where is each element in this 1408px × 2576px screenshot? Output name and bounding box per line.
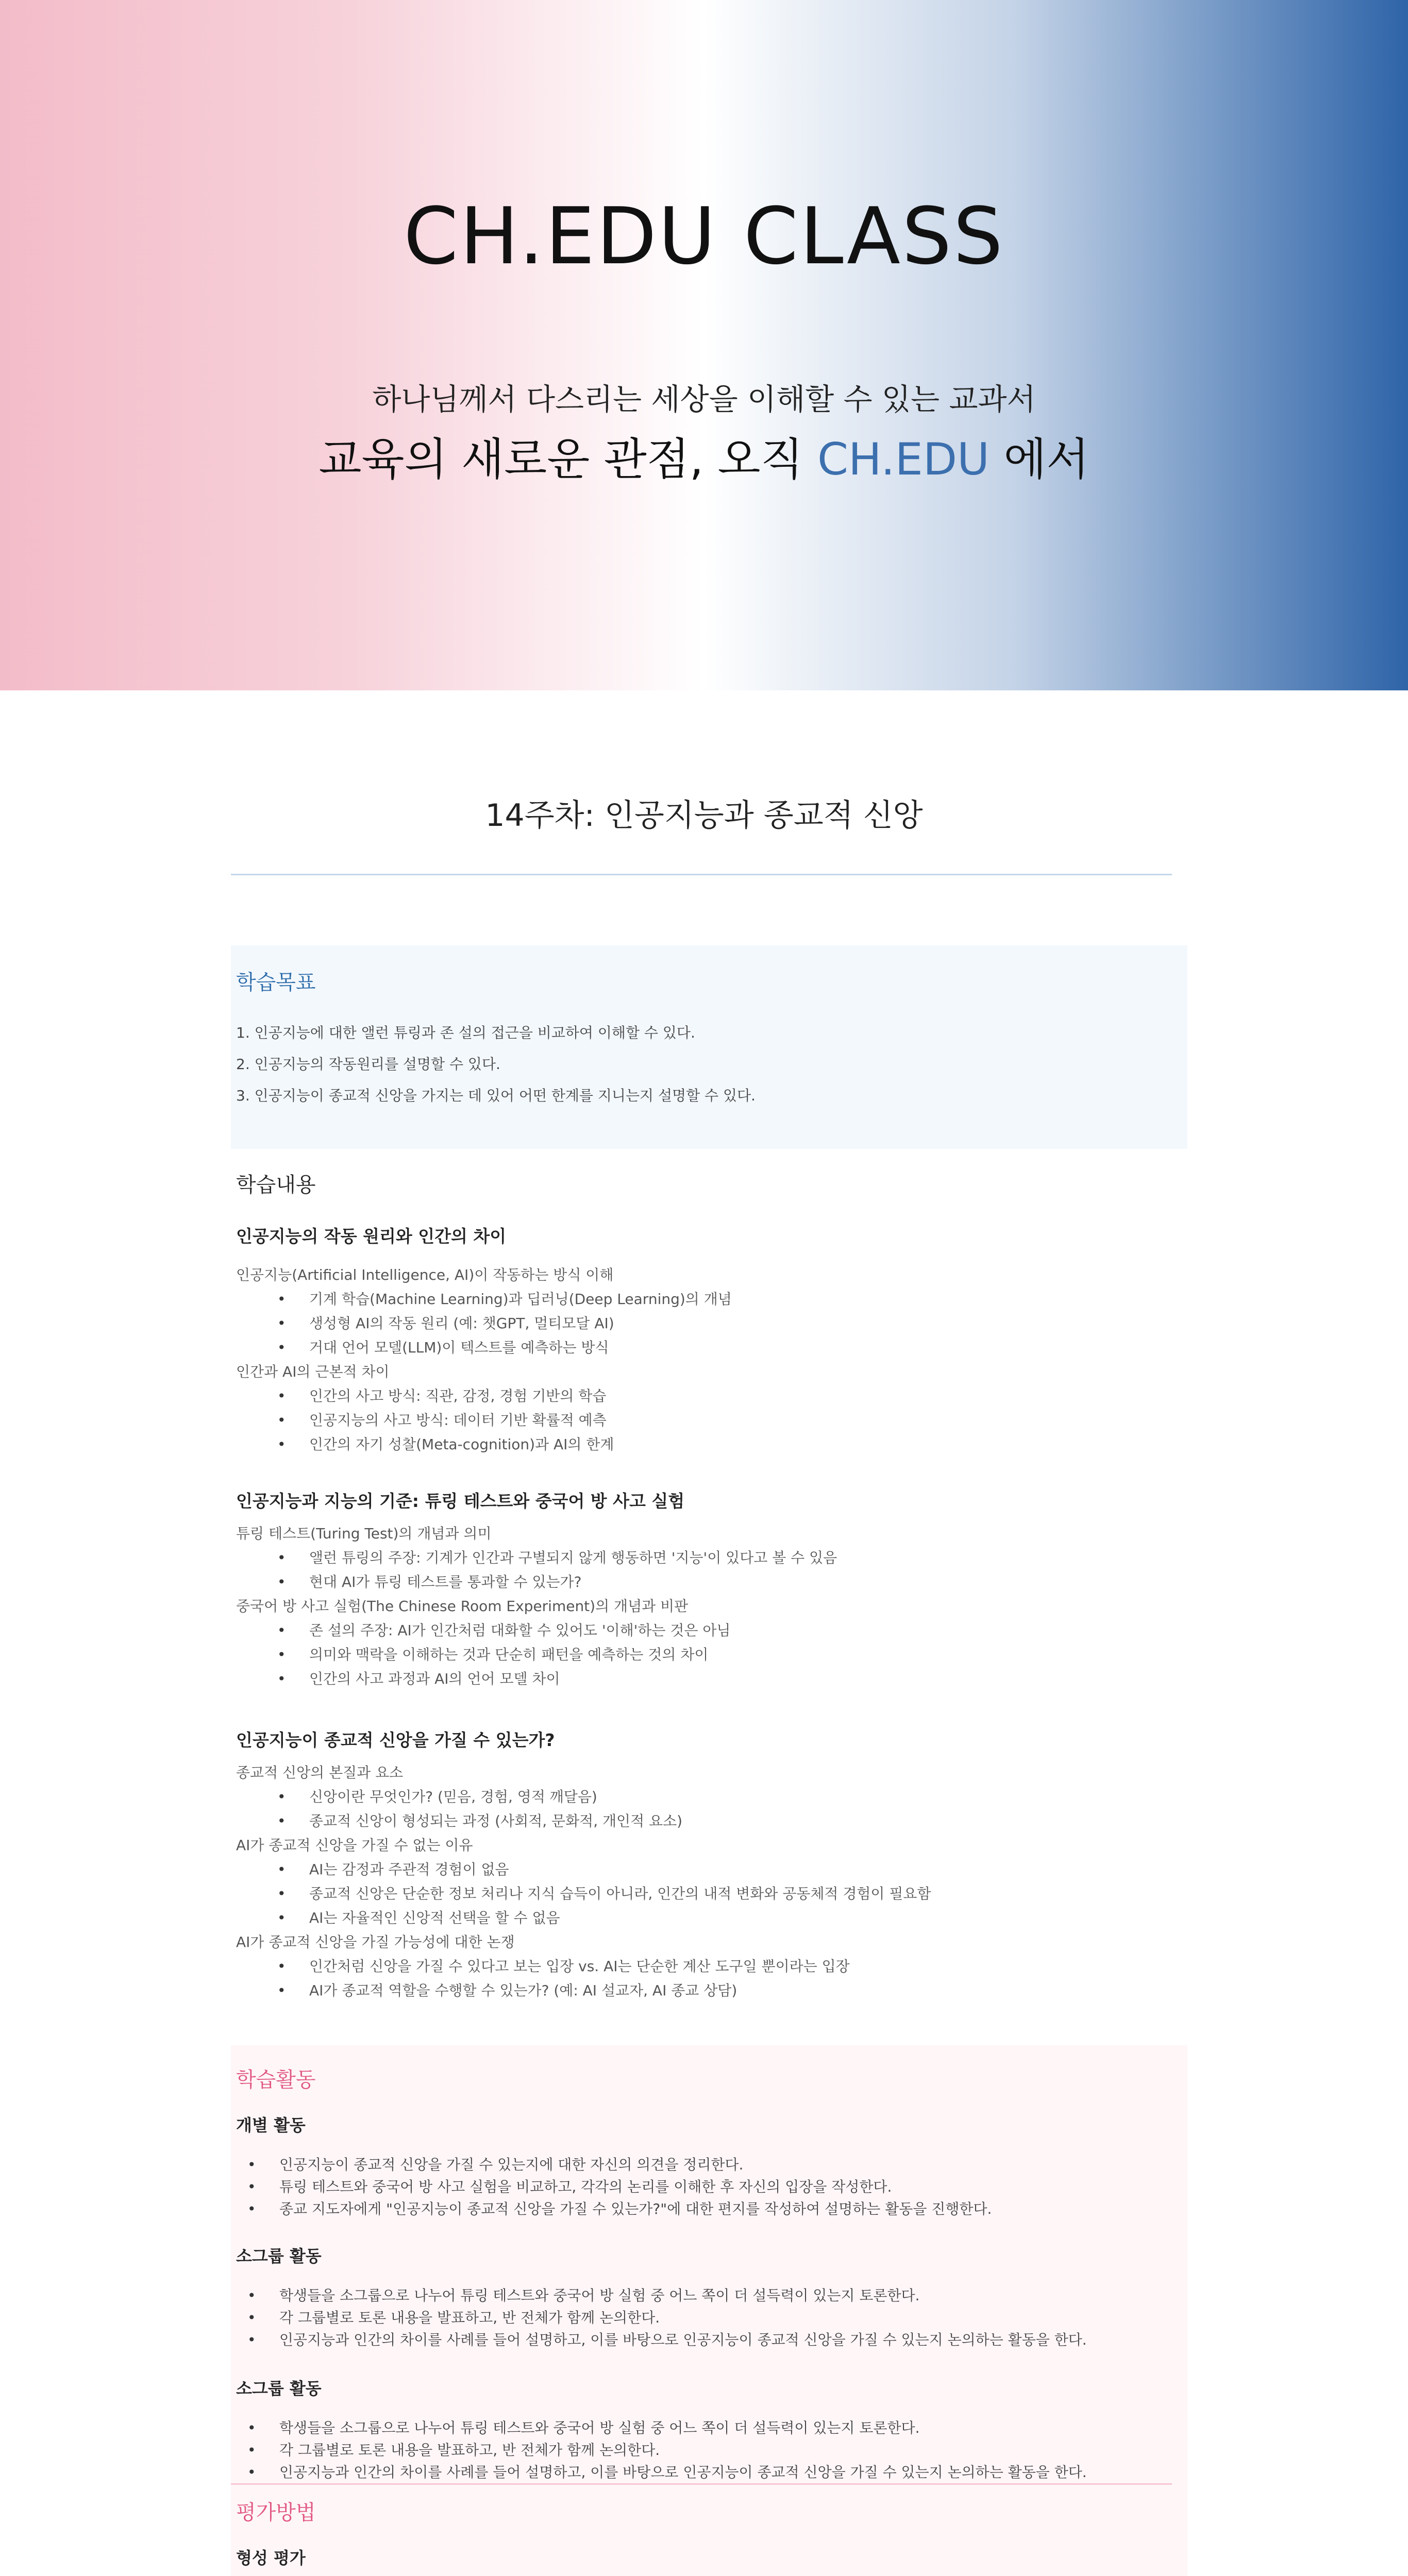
group-label: 인간과 AI의 근본적 차이 xyxy=(236,1363,390,1380)
activities-section xyxy=(236,2063,1087,2483)
activities-divider xyxy=(231,2483,1172,2485)
contents-heading: 학습내용 xyxy=(236,1173,316,1197)
list-item: • 앨런 튜링의 주장: 기계가 인간과 구별되지 않게 행동하면 '지능'이 있다고 볼 수 있음 xyxy=(236,1546,837,1570)
list-item: • 학생들을 소그룹으로 나누어 튜링 테스트와 중국어 방 실험 중 어느 쪽이 더 설득력이 있는지 토론한다. xyxy=(236,2284,1087,2307)
list-item: • 기계 학습(Machine Learning)과 딥러닝(Deep Learning)의 개념 xyxy=(236,1287,732,1311)
evaluation-section xyxy=(236,2496,957,2576)
evaluation-group-title: 형성 평가 xyxy=(236,2548,306,2568)
list-item: • 각 그룹별로 토론 내용을 발표하고, 반 전체가 함께 논의한다. xyxy=(236,2439,1087,2461)
content-section xyxy=(236,1223,732,1456)
list-item: • 인간처럼 신앙을 가질 수 있다고 보는 입장 vs. AI는 단순한 계산 도구일 뿐이라는 입장 xyxy=(236,1954,931,1978)
activity-group-title: 소그룹 활동 xyxy=(236,2379,322,2398)
list-item: • 인간의 사고 방식: 직관, 감정, 경험 기반의 학습 xyxy=(236,1384,732,1408)
list-item: • AI는 자율적인 신앙적 선택을 할 수 없음 xyxy=(236,1906,931,1930)
hero-banner xyxy=(0,0,1408,690)
list-item: • 인공지능이 종교적 신앙을 가질 수 있는지에 대한 자신의 의견을 정리한다. xyxy=(236,2154,1087,2176)
list-item: • 튜링 테스트와 중국어 방 사고 실험을 비교하고, 각각의 논리를 이해한 후 자신의 입장을 작성한다. xyxy=(236,2176,1087,2198)
hero-tagline xyxy=(0,423,1408,487)
activities-heading: 학습활동 xyxy=(236,2068,316,2092)
tagline-accent: CH.EDU xyxy=(817,434,990,485)
section-title: 인공지능이 종교적 신앙을 가질 수 있는가? xyxy=(236,1730,555,1750)
list-item: • 신앙이란 무엇인가? (믿음, 경험, 영적 깨달음) xyxy=(236,1785,931,1809)
list-item: • 거대 언어 모델(LLM)이 텍스트를 예측하는 방식 xyxy=(236,1335,732,1360)
objective-item: 3. 인공지능이 종교적 신앙을 가지는 데 있어 어떤 한계를 지니는지 설명할 수 있다. xyxy=(236,1087,756,1104)
list-item: • 인공지능과 인간의 차이를 사례를 들어 설명하고, 이를 바탕으로 인공지능이 종교적 신앙을 가질 수 있는지 논의하는 활동을 한다. xyxy=(236,2461,1087,2483)
list-item: • 현대 AI가 튜링 테스트를 통과할 수 있는가? xyxy=(236,1570,837,1594)
list-item: • AI는 감정과 주관적 경험이 없음 xyxy=(236,1857,931,1882)
objective-item: 1. 인공지능에 대한 앨런 튜링과 존 설의 접근을 비교하여 이해할 수 있다. xyxy=(236,1024,695,1041)
list-item: • 종교 지도자에게 "인공지능이 종교적 신앙을 가질 수 있는가?"에 대한 편지를 작성하여 설명하는 활동을 진행한다. xyxy=(236,2198,1087,2220)
list-item: • AI가 종교적 역할을 수행할 수 있는가? (예: AI 설교자, AI 종교 상담) xyxy=(236,1978,931,2003)
week-title: 14주차: 인공지능과 종교적 신앙 xyxy=(485,798,923,834)
list-item: • 생성형 AI의 작동 원리 (예: 챗GPT, 멀티모달 AI) xyxy=(236,1311,732,1335)
section-title: 인공지능과 지능의 기준: 튜링 테스트와 중국어 방 사고 실험 xyxy=(236,1491,685,1511)
group-label: AI가 종교적 신앙을 가질 가능성에 대한 논쟁 xyxy=(236,1934,515,1951)
objectives-box xyxy=(231,945,1187,1149)
list-item: • 종교적 신앙은 단순한 정보 처리나 지식 습득이 아니라, 인간의 내적 변화와 공동체적 경험이 필요함 xyxy=(236,1882,931,1906)
objective-item: 2. 인공지능의 작동원리를 설명할 수 있다. xyxy=(236,1056,500,1073)
list-item: • 학생들을 소그룹으로 나누어 튜링 테스트와 중국어 방 실험 중 어느 쪽이 더 설득력이 있는지 토론한다. xyxy=(236,2417,1087,2439)
list-item: • 인공지능의 사고 방식: 데이터 기반 확률적 예측 xyxy=(236,1408,732,1432)
objectives-heading: 학습목표 xyxy=(236,971,316,994)
content-section xyxy=(236,1488,837,1691)
tagline-text: 교육의 새로운 관점, 오직 xyxy=(319,434,817,485)
title-divider xyxy=(231,874,1172,875)
hero-subtitle: 하나님께서 다스리는 세상을 이해할 수 있는 교과서 xyxy=(372,382,1036,417)
section-title: 인공지능의 작동 원리와 인간의 차이 xyxy=(236,1226,507,1246)
site-title: CH.EDU CLASS xyxy=(404,191,1004,282)
group-label: 인공지능(Artificial Intelligence, AI)이 작동하는 방식 이해 xyxy=(236,1266,614,1283)
list-item: • 인간의 사고 과정과 AI의 언어 모델 차이 xyxy=(236,1667,837,1691)
group-label: 종교적 신앙의 본질과 요소 xyxy=(236,1764,404,1781)
group-label: 튜링 테스트(Turing Test)의 개념과 의미 xyxy=(236,1525,492,1542)
group-label: 중국어 방 사고 실험(The Chinese Room Experiment)의 개념과 비판 xyxy=(236,1598,689,1615)
objectives-list xyxy=(236,1022,756,1116)
list-item: • 종교적 신앙이 형성되는 과정 (사회적, 문화적, 개인적 요소) xyxy=(236,1809,931,1833)
list-item: • 존 설의 주장: AI가 인간처럼 대화할 수 있어도 '이해'하는 것은 아님 xyxy=(236,1618,837,1642)
group-label: AI가 종교적 신앙을 가질 수 없는 이유 xyxy=(236,1837,473,1854)
list-item: • 의미와 맥락을 이해하는 것과 단순히 패턴을 예측하는 것의 차이 xyxy=(236,1642,837,1667)
activity-group-title: 개별 활동 xyxy=(236,2115,306,2135)
activity-group-title: 소그룹 활동 xyxy=(236,2246,322,2266)
tagline-suffix: 에서 xyxy=(990,434,1089,485)
list-item: • 각 그룹별로 토론 내용을 발표하고, 반 전체가 함께 논의한다. xyxy=(236,2307,1087,2329)
evaluation-heading: 평가방법 xyxy=(236,2501,316,2524)
content-section xyxy=(236,1727,931,2003)
list-item: • 인간의 자기 성찰(Meta-cognition)과 AI의 한계 xyxy=(236,1432,732,1456)
list-item: • 인공지능과 인간의 차이를 사례를 들어 설명하고, 이를 바탕으로 인공지능이 종교적 신앙을 가질 수 있는지 논의하는 활동을 한다. xyxy=(236,2329,1087,2351)
